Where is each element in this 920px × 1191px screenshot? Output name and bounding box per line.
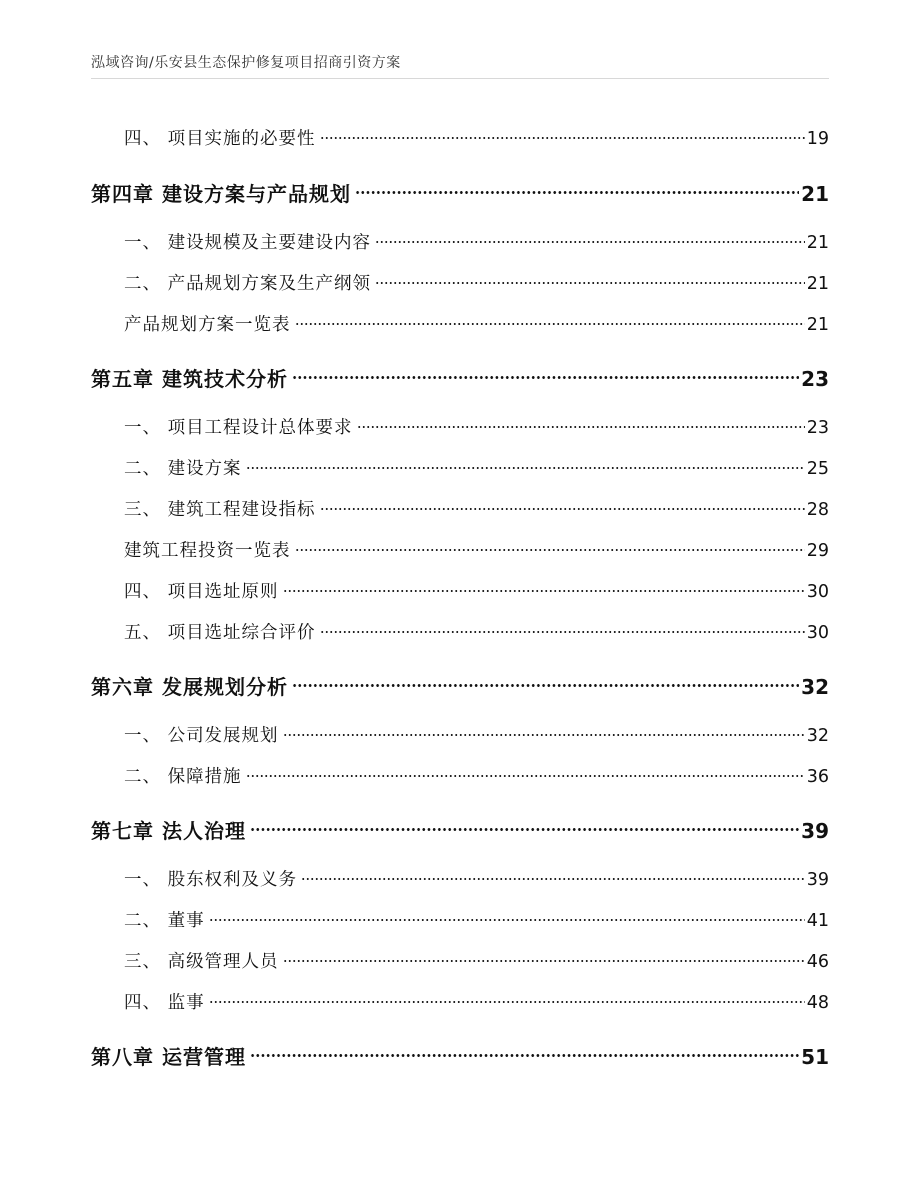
toc-page-number: 39 [801,819,829,843]
toc-dot-leader [246,448,805,474]
toc-entry-title: 五、 项目选址综合评价 [124,623,316,643]
toc-entry-title: 一、 项目工程设计总体要求 [124,418,353,438]
toc-chapter-entry[interactable] [91,664,829,699]
toc-section-entry[interactable] [124,756,829,787]
toc-entry-title: 二、 保障措施 [124,767,242,787]
toc-dot-leader [375,222,805,248]
toc-section-entry[interactable] [124,715,829,746]
toc-dot-leader [283,941,805,967]
toc-chapter-entry[interactable] [91,171,829,206]
toc-chapter-entry[interactable] [91,356,829,391]
toc-dot-leader [355,171,799,201]
toc-entry-title: 第六章 发展规划分析 [91,675,288,699]
toc-dot-leader [320,118,805,144]
toc-page-number: 32 [801,675,829,699]
toc-entry-title: 三、 建筑工程建设指标 [124,500,316,520]
toc-page-number: 25 [806,459,829,479]
toc-page-number: 39 [806,870,829,890]
toc-page-number: 51 [801,1045,829,1069]
toc-dot-leader [246,756,805,782]
toc-entry-title: 一、 股东权利及义务 [124,870,298,890]
toc-page-number: 46 [806,952,829,972]
toc-page-number: 23 [801,367,829,391]
toc-dot-leader [292,356,799,386]
toc-dot-leader [295,530,805,556]
toc-section-entry[interactable] [124,263,829,294]
toc-page-number: 29 [806,541,829,561]
toc-section-entry[interactable] [124,612,829,643]
toc-entry-title: 二、 董事 [124,911,205,931]
toc-chapter-entry[interactable] [91,808,829,843]
toc-dot-leader [283,571,805,597]
toc-entry-title: 四、 项目实施的必要性 [124,129,316,149]
toc-entry-title: 三、 高级管理人员 [124,952,279,972]
toc-dot-leader [295,304,805,330]
toc-section-entry[interactable] [124,982,829,1013]
toc-section-entry[interactable] [124,407,829,438]
toc-section-entry[interactable] [124,571,829,602]
toc-entry-title: 一、 建设规模及主要建设内容 [124,233,372,253]
toc-dot-leader [375,263,805,289]
toc-dot-leader [357,407,805,433]
toc-entry-title: 四、 项目选址原则 [124,582,279,602]
toc-chapter-entry[interactable] [91,1034,829,1069]
toc-entry-title: 第五章 建筑技术分析 [91,367,288,391]
toc-entry-title: 一、 公司发展规划 [124,726,279,746]
toc-page-number: 32 [806,726,829,746]
toc-entry-title: 四、 监事 [124,993,205,1013]
toc-dot-leader [250,808,799,838]
toc-entry-title: 二、 建设方案 [124,459,242,479]
toc-page-number: 21 [806,274,829,294]
toc-page-number: 28 [806,500,829,520]
toc-dot-leader [283,715,805,741]
toc-section-entry[interactable] [124,118,829,149]
toc-dot-leader [301,859,805,885]
toc-page-number: 41 [806,911,829,931]
toc-section-entry[interactable] [124,448,829,479]
toc-section-entry[interactable] [124,530,829,561]
toc-page-number: 21 [806,233,829,253]
toc-section-entry[interactable] [124,859,829,890]
document-header: 泓域咨询/乐安县生态保护修复项目招商引资方案 [91,55,401,71]
toc-dot-leader [209,900,805,926]
toc-entry-title: 二、 产品规划方案及生产纲领 [124,274,372,294]
toc-page-number: 23 [806,418,829,438]
toc-section-entry[interactable] [124,941,829,972]
toc-section-entry[interactable] [124,489,829,520]
toc-dot-leader [320,489,805,515]
toc-page-number: 48 [806,993,829,1013]
toc-entry-title: 第八章 运营管理 [91,1045,246,1069]
toc-dot-leader [250,1034,799,1064]
toc-dot-leader [292,664,799,694]
toc-page-number: 21 [806,315,829,335]
toc-entry-title: 建筑工程投资一览表 [124,541,291,561]
toc-dot-leader [209,982,805,1008]
toc-entry-title: 第四章 建设方案与产品规划 [91,182,351,206]
toc-page-number: 30 [806,582,829,602]
toc-page-number: 21 [801,182,829,206]
toc-section-entry[interactable] [124,222,829,253]
toc-page-number: 30 [806,623,829,643]
toc-dot-leader [320,612,805,638]
toc-section-entry[interactable] [124,304,829,335]
toc-section-entry[interactable] [124,900,829,931]
toc-entry-title: 第七章 法人治理 [91,819,246,843]
toc-page-number: 36 [806,767,829,787]
toc-entry-title: 产品规划方案一览表 [124,315,291,335]
toc-page-number: 19 [806,129,829,149]
